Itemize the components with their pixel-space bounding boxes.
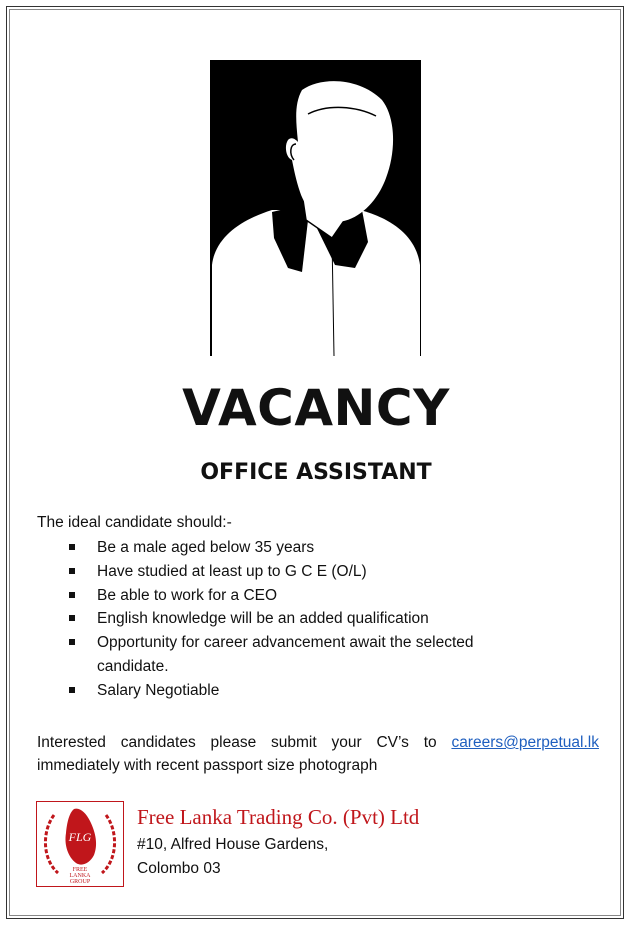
list-item	[37, 584, 597, 608]
list-item-text: English knowledge will be an added qualification	[97, 610, 429, 628]
bullet-icon	[69, 639, 75, 645]
list-item	[37, 607, 597, 631]
bullet-icon	[69, 592, 75, 598]
position-title: OFFICE ASSISTANT	[200, 460, 432, 485]
list-item	[37, 631, 597, 679]
logo-text-lanka: LANKA	[69, 873, 91, 879]
list-item	[37, 536, 597, 560]
application-text: Interested candidates please submit your CV’s to	[37, 734, 452, 751]
requirements-list	[37, 536, 597, 703]
list-item-text: Salary Negotiable	[97, 681, 220, 699]
logo-text-group: GROUP	[69, 879, 91, 885]
list-item	[37, 679, 597, 703]
application-text-end: immediately with recent passport size photograph	[37, 757, 378, 774]
list-item-text: Be a male aged below 35 years	[97, 539, 315, 556]
company-logo	[36, 801, 124, 887]
person-silhouette-icon	[210, 60, 421, 356]
company-name: Free Lanka Trading Co. (Pvt) Ltd	[137, 805, 420, 829]
list-item-text: Have studied at least up to G C E (O/L)	[97, 562, 367, 580]
requirements-intro: The ideal candidate should:-	[37, 514, 232, 531]
bullet-icon	[69, 568, 75, 574]
company-address-line2: Colombo 03	[137, 860, 221, 877]
bullet-icon	[69, 615, 75, 621]
list-item-text: Be able to work for a CEO	[97, 586, 278, 604]
page-title: VACANCY	[182, 379, 450, 437]
bullet-icon	[69, 544, 75, 550]
company-address-line1: #10, Alfred House Gardens,	[137, 836, 329, 853]
list-item-text: Opportunity for career advancement await the selected candidate.	[97, 634, 474, 675]
bullet-icon	[69, 687, 75, 693]
logo-monogram: FLG	[68, 830, 92, 844]
logo-text-free: FREE	[72, 867, 88, 873]
careers-email-link[interactable]: careers@perpetual.lk	[451, 734, 599, 751]
application-instructions	[37, 731, 599, 777]
list-item	[37, 560, 597, 584]
